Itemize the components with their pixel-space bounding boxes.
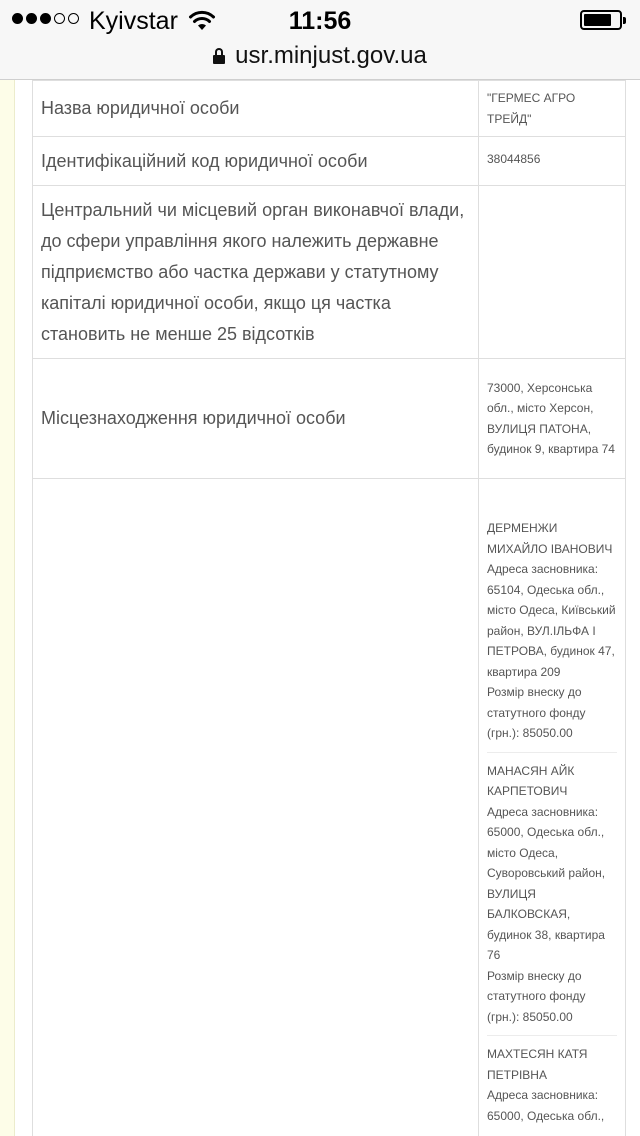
row-value: "ГЕРМЕС АГРО ТРЕЙД" [479, 81, 626, 137]
battery-nub [623, 17, 626, 24]
founder-name: ДЕРМЕНЖИ МИХАЙЛО ІВАНОВИЧ [487, 521, 613, 556]
row-value: 38044856 [479, 137, 626, 186]
founder-entry [487, 761, 617, 1037]
battery-icon [580, 10, 622, 30]
carrier-name: Kyivstar [89, 7, 178, 35]
row-label: Ідентифікаційний код юридичної особи [33, 137, 479, 186]
founder-entry [487, 518, 617, 753]
founder-contribution: Розмір внеску до статутного фонду (грн.): 85050.00 [487, 968, 586, 1024]
table-row [33, 359, 626, 479]
side-panel-edge [0, 80, 15, 1136]
record-table [32, 80, 626, 1136]
table-row [33, 186, 626, 359]
row-label: Центральний чи місцевий орган виконавчої влади, до сфери управління якого належить державне підприємство або частка держави у статутному капіталі юридичної особи, якщо ця частка становить не менше 25 відсотків [33, 186, 479, 359]
founders-label [33, 479, 479, 1136]
row-value [479, 186, 626, 359]
founder-name: МАНАСЯН АЙК КАРПЕТОВИЧ [487, 763, 575, 798]
lock-icon [213, 48, 225, 64]
founder-address: Адреса засновника: 65000, Одеська обл., [487, 1088, 605, 1123]
table-row-founders [33, 479, 626, 1136]
founder-address: Адреса засновника: 65000, Одеська обл., місто Одеса, Суворовський район, ВУЛИЦЯ БАЛКОВСКАЯ, будинок 38, квартира 76 [487, 804, 606, 962]
founder-entry [487, 1044, 617, 1134]
table-row [33, 137, 626, 186]
founder-address: Адреса засновника: 65104, Одеська обл., місто Одеса, Київський район, ВУЛ.ІЛЬФА І ПЕТРОВА, будинок 47, квартира 209 [487, 562, 616, 679]
founders-list [479, 479, 626, 1136]
table-row [33, 81, 626, 137]
url-text[interactable]: usr.minjust.gov.ua [235, 42, 427, 69]
address-bar[interactable] [0, 40, 640, 80]
row-value: 73000, Херсонська обл., місто Херсон, ВУЛИЦЯ ПАТОНА, будинок 9, квартира 74 [479, 359, 626, 479]
page-content[interactable] [0, 80, 640, 1136]
row-label: Назва юридичної особи [33, 81, 479, 137]
clock: 11:56 [288, 7, 352, 35]
status-bar [0, 0, 640, 40]
row-label: Місцезнаходження юридичної особи [33, 359, 479, 479]
battery-level [584, 14, 611, 26]
founder-name: МАХТЕСЯН КАТЯ ПЕТРІВНА [487, 1047, 588, 1082]
founder-contribution: Розмір внеску до статутного фонду (грн.): 85050.00 [487, 685, 586, 740]
